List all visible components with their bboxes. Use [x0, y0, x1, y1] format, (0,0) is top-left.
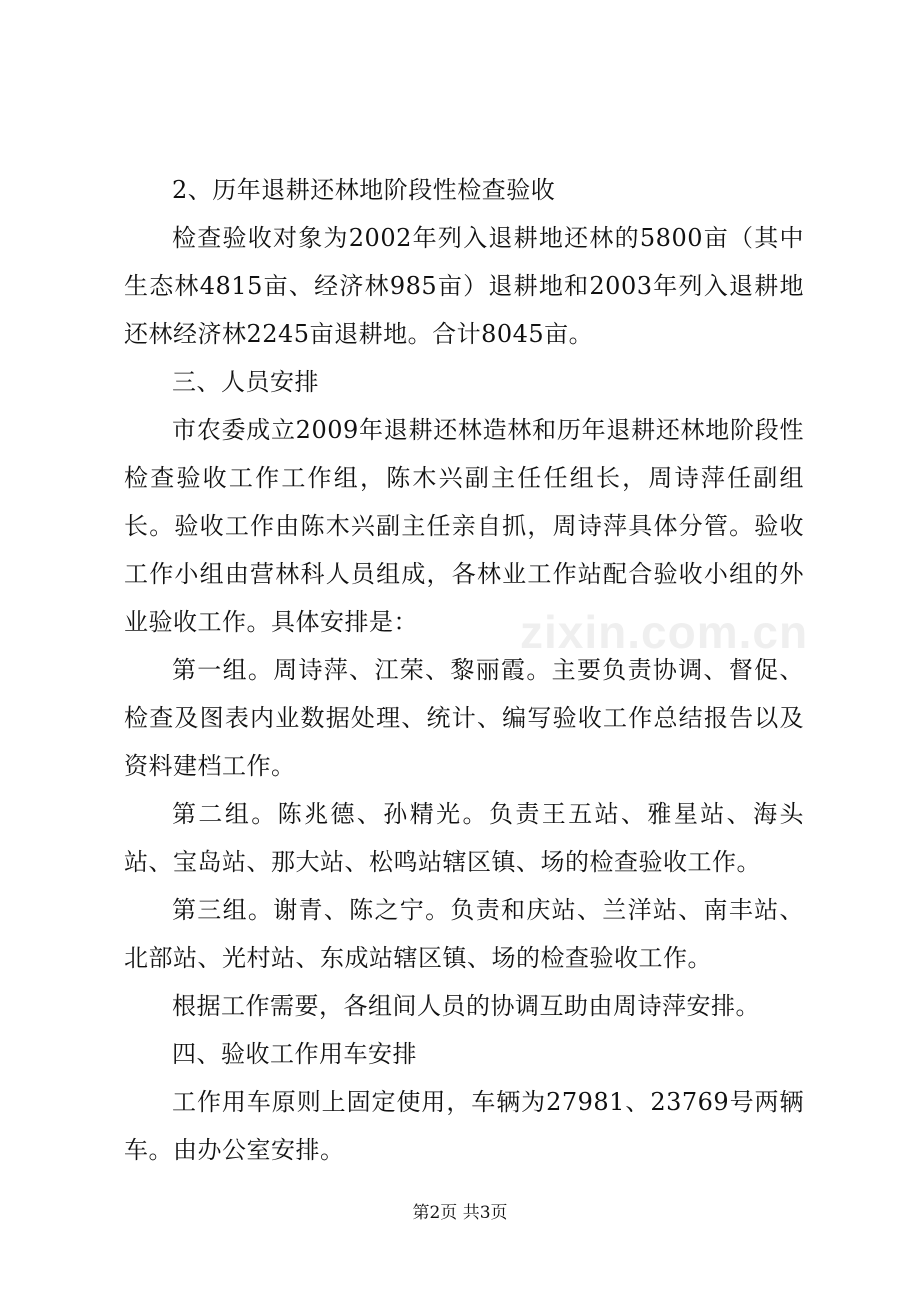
- paragraph-section-3-heading: 三、人员安排: [172, 368, 319, 396]
- paragraph-inspection-object: 检查验收对象为2002年列入退耕地还林的5800亩（其中生态林4815亩、经济林985亩）退耕地和2003年列入退耕地还林经济林2245亩退耕地。合计8045亩。: [124, 224, 804, 348]
- watermark: zixin.com.cn: [520, 606, 809, 658]
- paragraph-group-2: 第二组。陈兆德、孙精光。负责王五站、雅星站、海头站、宝岛站、那大站、松鸣站辖区镇、场的检查验收工作。: [124, 800, 804, 876]
- paragraph-vehicle-arrangement: 工作用车原则上固定使用，车辆为27981、23769号两辆车。由办公室安排。: [124, 1088, 804, 1164]
- paragraph-working-group: 市农委成立2009年退耕还林造林和历年退耕还林地阶段性检查验收工作工作组，陈木兴副主任任组长，周诗萍任副组长。验收工作由陈木兴副主任亲自抓，周诗萍具体分管。验收工作小组由营林科人员组成，各林业工作站配合验收小组的外业验收工作。具体安排是：: [124, 416, 804, 636]
- paragraph-group-3: 第三组。谢青、陈之宁。负责和庆站、兰洋站、南丰站、北部站、光村站、东成站辖区镇、场的检查验收工作。: [124, 896, 804, 972]
- paragraph-section-4-heading: 四、验收工作用车安排: [172, 1040, 417, 1068]
- document-body: [124, 166, 804, 1174]
- page-number-footer: 第2页 共3页: [412, 1203, 508, 1223]
- paragraph-section-2-heading: 2、历年退耕还林地阶段性检查验收: [172, 176, 556, 204]
- paragraph-group-1: 第一组。周诗萍、江荣、黎丽霞。主要负责协调、督促、检查及图表内业数据处理、统计、编写验收工作总结报告以及资料建档工作。: [124, 656, 804, 780]
- paragraph-coordination: 根据工作需要，各组间人员的协调互助由周诗萍安排。: [172, 992, 760, 1020]
